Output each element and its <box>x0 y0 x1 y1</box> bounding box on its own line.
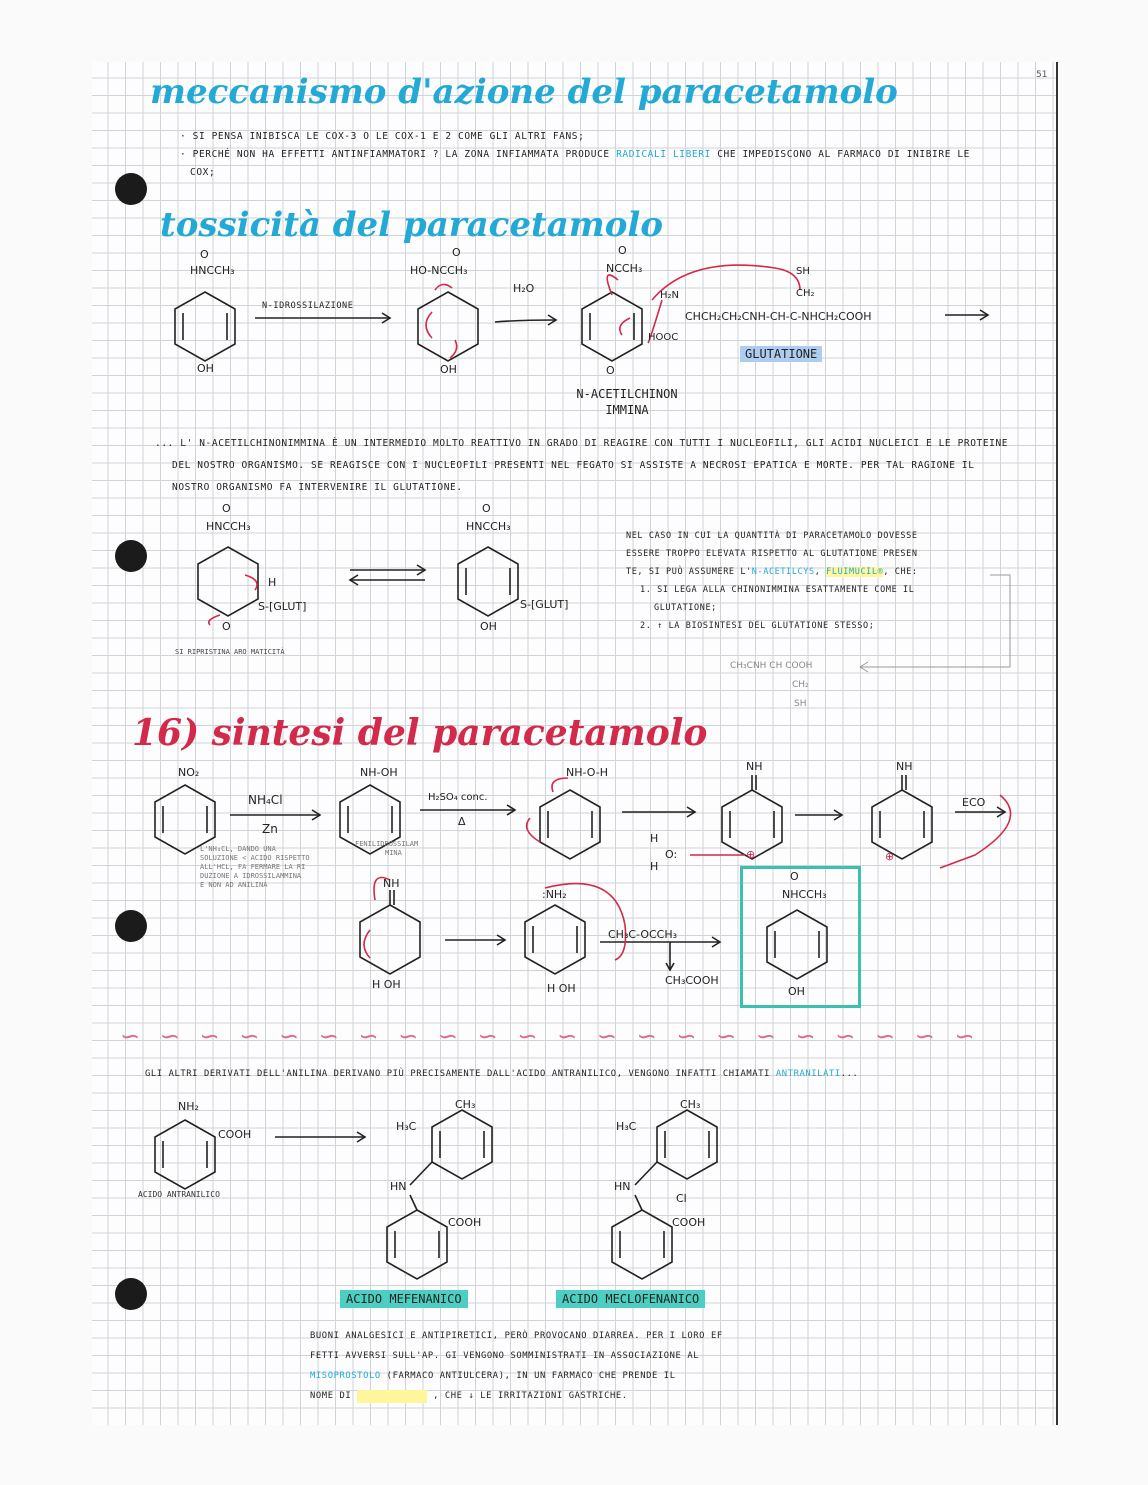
label-h2so4: H₂SO₄ conc. <box>428 792 488 803</box>
arrow-synth-4 <box>364 930 370 958</box>
label-nh2: :NH₂ <box>542 888 567 901</box>
label-plus-2: ⊕ <box>885 850 895 863</box>
note-line-2: ESSERE TROPPO ELEVATA RISPETTO AL GLUTATIONE PRESEN <box>626 549 918 559</box>
label-ho-nc-ch3: HO-NCCH₃ <box>410 264 468 277</box>
n-acetylcysteine-term: N-ACETILCYS <box>751 567 815 577</box>
glutathione-formula: CHCH₂CH₂CNH-CH-C-NHCH₂COOH <box>685 310 872 323</box>
label-sh: SH <box>796 266 810 277</box>
label-water-o: O: <box>665 848 678 861</box>
label-nc-ch3: NCCH₃ <box>606 262 643 275</box>
mefenamic-label: ACIDO MEFENANICO <box>340 1290 468 1308</box>
ring-glut-conjugate <box>458 547 518 616</box>
note-line-1: NEL CASO IN CUI LA QUANTITÀ DI PARACETAMOLO DOVESSE <box>626 531 918 541</box>
napqi-label: N-ACETILCHINON IMMINA <box>576 387 678 417</box>
label-eco: ECO <box>962 796 986 809</box>
mec-cooh: COOH <box>672 1216 706 1229</box>
label-hnc-ch3: HNCCH₃ <box>190 264 235 277</box>
carbonyl-o-2: O <box>452 246 461 259</box>
mef-hn: HN <box>390 1180 407 1193</box>
wavy-divider-text: ∽ ∽ ∽ ∽ ∽ ∽ ∽ ∽ ∽ ∽ ∽ ∽ ∽ ∽ ∽ ∽ ∽ ∽ ∽ ∽ ∽ ∽ <box>120 1022 981 1050</box>
conj-carbonyl-o: O <box>482 502 491 515</box>
ring-iminium-2 <box>872 790 932 859</box>
label-oh-2: OH <box>440 363 457 376</box>
label-delta: Δ <box>458 815 466 828</box>
product-carbonyl-o: O <box>790 870 799 883</box>
adduct-h: H <box>268 576 277 589</box>
nac-formula-2: CH₂ <box>792 680 809 690</box>
label-nhoh: NH-OH <box>360 766 398 779</box>
ring-mefenamic-bottom <box>387 1210 447 1279</box>
mechanism-bullet-2: · PERCHÉ NON HA EFFETTI ANTINFIAMMATORI ? LA ZONA INFIAMMATA PRODUCE RADICALI LIBERI CHE IMPEDISCONO AL FARMACO DI INIBIRE LE <box>180 149 970 160</box>
note-line-4: 1. SI LEGA ALLA CHINONIMMINA ESATTAMENTE COME IL <box>640 585 915 595</box>
label-acetic-acid: CH₃COOH <box>665 974 719 987</box>
anthranilic-label: ACIDO ANTRANILICO <box>138 1190 220 1199</box>
mec-hn: HN <box>614 1180 631 1193</box>
toxicity-paragraph-2: DEL NOSTRO ORGANISMO. SE REAGISCE CON I NUCLEOFILI PRESENTI NEL FEGATO SI ASSISTE A NECROSI EPATICA E MORTE. PER TAL RAGIONE IL <box>172 460 975 471</box>
ring-napqi <box>582 292 642 361</box>
label-zn: Zn <box>262 822 278 836</box>
arrow-electron-1 <box>435 284 452 290</box>
label-nh-3: NH <box>383 877 400 890</box>
mec-h3c: H₃C <box>616 1120 637 1133</box>
anthranilates-intro: GLI ALTRI DERIVATI DELL'ANILINA DERIVANO PIÙ PRECISAMENTE DALL'ACIDO ANTRANILICO, VENGONO INFATTI CHIAMATI ANTRANILATI... <box>145 1069 859 1079</box>
misoprostol-term: MISOPROSTOLO <box>310 1371 381 1381</box>
arrow-electron-3 <box>450 340 457 358</box>
mec-ch3: CH₃ <box>680 1098 701 1111</box>
synthesis-title: 16) sintesi del paracetamolo <box>132 712 708 754</box>
ring-meclofenamic-top <box>657 1110 717 1179</box>
label-oh-3: H OH <box>547 982 576 995</box>
glutathione-label: GLUTATIONE <box>740 346 822 362</box>
toxicity-title: tossicità del paracetamolo <box>160 205 663 245</box>
ring-anthranilic <box>155 1120 215 1189</box>
label-nh-1: NH <box>746 760 763 773</box>
ring-aminophenol <box>525 905 585 974</box>
label-water-h-1: H <box>650 832 659 845</box>
arrow-synth-2 <box>527 818 540 842</box>
mec-cl: Cl <box>676 1192 687 1205</box>
label-water-h-2: H <box>650 860 659 873</box>
phenylhydroxylamine-note: FENILIDROSSILAM MINA <box>355 840 419 857</box>
note-line-5: GLUTATIONE; <box>654 603 717 613</box>
page-number: 51 <box>1036 70 1048 80</box>
note-line-3: TE, SI PUÒ ASSUMERE L'N-ACETILCYS, FLUIMUCIL®, CHE: <box>626 567 918 577</box>
product-oh: OH <box>788 985 805 998</box>
label-h-oh: H OH <box>372 978 401 991</box>
anthranilic-cooh: COOH <box>218 1128 252 1141</box>
label-ch2: CH₂ <box>796 288 815 299</box>
label-protonated: NH-O-H <box>566 766 608 779</box>
arrow-adduct-1 <box>245 575 257 590</box>
adduct-o: O <box>222 620 231 633</box>
adduct-s-glut: S-[GLUT] <box>258 600 307 613</box>
arrow-synth-1 <box>552 778 568 792</box>
aromaticity-note: SI RIPRISTINA ARO MATICITÀ <box>175 648 285 656</box>
anthranilates-para-4: NOME DI , CHE ↓ LE IRRITAZIONI GASTRICHE. <box>310 1391 628 1401</box>
label-hooc: HOOC <box>648 332 679 343</box>
ring-nitrobenzene <box>155 785 215 854</box>
ring-quinone-imine <box>360 905 420 974</box>
toxicity-paragraph-3: NOSTRO ORGANISMO FA INTERVENIRE IL GLUTATIONE. <box>172 482 463 493</box>
conj-hnc-ch3: HNCCH₃ <box>466 520 511 533</box>
label-water: H₂O <box>513 282 535 295</box>
ring-protonated <box>540 790 600 859</box>
conj-s-glut: S-[GLUT] <box>520 598 569 611</box>
anthranilates-term: ANTRANILATI <box>775 1069 841 1079</box>
mef-h3c: H₃C <box>396 1120 417 1133</box>
ring-paracetamol <box>175 292 235 361</box>
ring-mefenamic-top <box>432 1110 492 1179</box>
mechanism-bullet-2-end: COX; <box>190 167 216 178</box>
label-no2: NO₂ <box>178 766 200 779</box>
label-oh-1: OH <box>197 362 214 375</box>
carbonyl-o: O <box>200 248 209 261</box>
anthranilates-para-3: MISOPROSTOLO (FARMACO ANTIULCERA), IN UN FARMACO CHE PRENDE IL <box>310 1371 676 1381</box>
mef-cooh: COOH <box>448 1216 482 1229</box>
fluimucil-term: FLUIMUCIL® <box>826 567 884 577</box>
mechanism-bullet-1: · SI PENSA INIBISCA LE COX-3 O LE COX-1 E 2 COME GLI ALTRI FANS; <box>180 131 585 142</box>
arrow-adduct-2 <box>209 615 220 625</box>
free-radicals-term: RADICALI LIBERI <box>616 149 711 160</box>
nh4cl-note: L'NH₄CL, DANDO UNA SOLUZIONE < ACIDO RISPETTO ALL'HCL, FA FERMARE LA RI DUZIONE A IDROSSILAMMINA E NON AD ANILINA <box>200 845 310 889</box>
label-h2n: H₂N <box>660 290 680 301</box>
carbonyl-o-3: O <box>618 244 627 257</box>
adduct-hnc-ch3: HNCCH₃ <box>206 520 251 533</box>
blank-drug-name <box>357 1390 427 1403</box>
product-formula: NHCCH₃ <box>782 888 827 901</box>
ring-hydroxylamine <box>418 292 478 361</box>
mef-ch3: CH₃ <box>455 1098 476 1111</box>
nac-formula-3: SH <box>794 699 807 709</box>
anthranilates-para-1: BUONI ANALGESICI E ANTIPIRETICI, PERÒ PROVOCANO DIARREA. PER I LORO EF <box>310 1331 723 1341</box>
meclofenamic-label: ACIDO MECLOFENANICO <box>556 1290 705 1308</box>
nac-formula-1: CH₃CNH CH COOH <box>730 661 813 671</box>
adduct-carbonyl-o: O <box>222 502 231 515</box>
anthranilates-para-2: FETTI AVVERSI SULL'AP. GI VENGONO SOMMINISTRATI IN ASSOCIAZIONE AL <box>310 1351 700 1361</box>
label-nh4cl: NH₄Cl <box>248 793 283 807</box>
label-quinone-o: O <box>606 364 615 377</box>
label-plus-1: ⊕ <box>746 848 756 861</box>
arrow-electron-2 <box>426 312 432 338</box>
mechanism-title: meccanismo d'azione del paracetamolo <box>150 72 898 112</box>
arrow-electron-5 <box>620 318 630 335</box>
ring-meclofenamic-bottom <box>612 1210 672 1279</box>
anthranilic-nh2: NH₂ <box>178 1100 199 1113</box>
note-line-6: 2. ↑ LA BIOSINTESI DEL GLUTATIONE STESSO; <box>640 621 875 631</box>
ring-adduct <box>198 547 258 616</box>
label-nh-2: NH <box>896 760 913 773</box>
toxicity-paragraph-1: ... L' N-ACETILCHINONIMMINA È UN INTERMEDIO MOLTO REATTIVO IN GRADO DI REAGIRE CON TUTTI I NUCLEOFILI, GLI ACIDI NUCLEICI E LE PROTEINE <box>155 438 1009 449</box>
conj-oh: OH <box>480 620 497 633</box>
label-anhydride: CH₃C-OCCH₃ <box>608 928 678 941</box>
label-n-hydroxylation: N-IDROSSILAZIONE <box>262 301 354 311</box>
